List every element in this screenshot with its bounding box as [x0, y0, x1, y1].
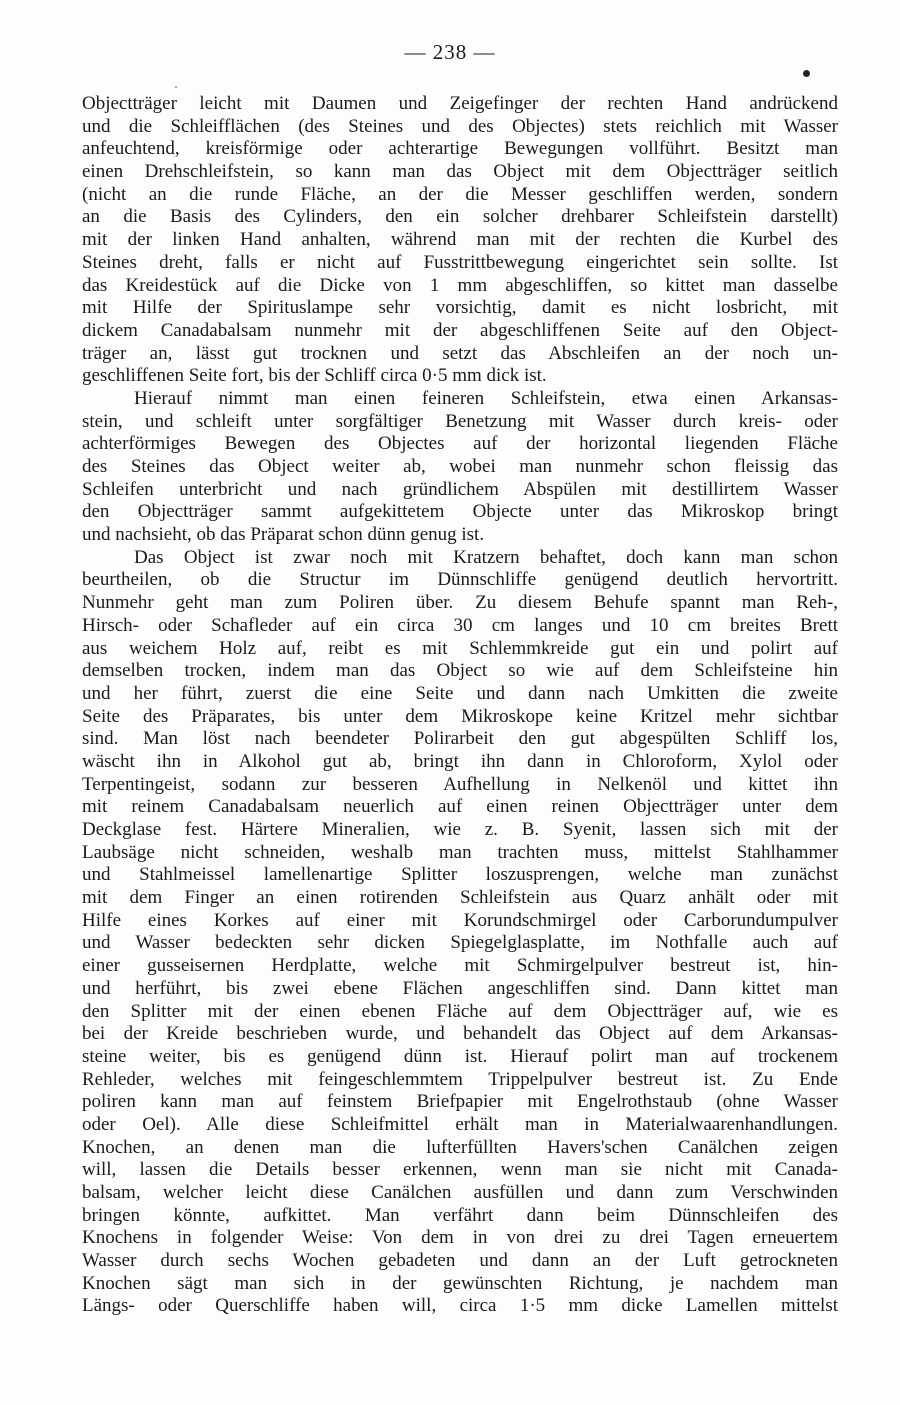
- text-line: Knochen, an denen man die lufterfüllten Havers'schen Canälchen zeigen: [82, 1136, 838, 1158]
- text-line: Knochen sägt man sich in der gewünschten Richtung, je nachdem man: [82, 1272, 838, 1294]
- text-line: und her führt, zuerst die eine Seite und dann nach Umkitten die zweite: [82, 682, 838, 704]
- text-line: Steines dreht, falls er nicht auf Fusstrittbewegung eingerichtet sein sollte. Ist: [82, 251, 838, 273]
- text-line: balsam, welcher leicht diese Canälchen ausfüllen und dann zum Verschwinden: [82, 1182, 838, 1203]
- text-line: Das Object ist zwar noch mit Kratzern behaftet, doch kann man schon: [134, 546, 838, 568]
- text-line: Knochens in folgender Weise: Von dem in von drei zu drei Tagen erneuertem: [82, 1227, 838, 1249]
- text-line: poliren kann man auf feinstem Briefpapier mit Engelrothstaub (ohne Wasser: [82, 1091, 838, 1113]
- ink-speck: [175, 86, 177, 88]
- ink-spot: [803, 70, 810, 77]
- text-line: stein, und schleift unter sorgfältiger Benetzung mit Wasser durch kreis- oder: [82, 410, 838, 432]
- text-line: und Wasser bedeckten sehr dicken Spiegelglasplatte, im Nothfalle auch auf: [82, 932, 838, 954]
- text-line: das Kreidestück auf die Dicke von 1 mm abgeschliffen, so kittet man dasselbe: [82, 274, 838, 296]
- text-line: Terpentingeist, sodann zur besseren Aufhellung in Nelkenöl und kittet ihn: [82, 773, 838, 795]
- text-line: steine weiter, bis es genügend dünn ist. Hierauf polirt man auf trockenem: [82, 1045, 838, 1067]
- text-line: und die Schleifflächen (des Steines und des Objectes) stets reichlich mit Wasser: [82, 115, 838, 137]
- text-line: wäscht ihn in Alkohol gut ab, bringt ihn dann in Chloroform, Xylol oder: [82, 750, 838, 772]
- text-line: an die Basis des Cylinders, den ein solcher drehbarer Schleifstein darstellt): [82, 206, 838, 228]
- text-line: Laubsäge nicht schneiden, weshalb man trachten muss, mittelst Stahlhammer: [82, 841, 838, 863]
- text-line: einen Drehschleifstein, so kann man das Object mit dem Objectträger seitlich: [82, 161, 838, 183]
- text-line: aus weichem Holz auf, reibt es mit Schlemmkreide gut ein und polirt auf: [82, 637, 838, 659]
- page-number: — 238 —: [404, 40, 496, 64]
- text-line: will, lassen die Details besser erkennen, wenn man sie nicht mit Canada-: [82, 1159, 838, 1181]
- text-line: Hierauf nimmt man einen feineren Schleifstein, etwa einen Arkansas-: [134, 387, 838, 409]
- text-line: und Stahlmeissel lamellenartige Splitter loszusprengen, welche man zunächst: [82, 864, 838, 886]
- text-line: Nunmehr geht man zum Poliren über. Zu diesem Behufe spannt man Reh-,: [82, 592, 838, 614]
- text-line: (nicht an die runde Fläche, an der die Messer geschliffen werden, sondern: [82, 183, 838, 205]
- text-line: Objectträger leicht mit Daumen und Zeigefinger der rechten Hand andrückend: [82, 93, 838, 114]
- text-line: oder Oel). Alle diese Schleifmittel erhält man in Materialwaarenhandlungen.: [82, 1113, 838, 1135]
- text-line: dickem Canadabalsam nunmehr mit der abgeschliffenen Seite auf den Object-: [82, 319, 838, 341]
- text-line: anfeuchtend, kreisförmige oder achterartige Bewegungen vollführt. Besitzt man: [82, 138, 838, 160]
- text-line: sind. Man löst nach beendeter Polirarbeit den gut abgespülten Schliff los,: [82, 728, 838, 750]
- text-line: Längs- oder Querschliffe haben will, circa 1·5 mm dicke Lamellen mittelst: [82, 1295, 838, 1317]
- text-line: Deckglase fest. Härtere Mineralien, wie z. B. Syenit, lassen sich mit der: [82, 819, 838, 840]
- text-line: mit reinem Canadabalsam neuerlich auf einen reinen Objectträger unter dem: [82, 796, 838, 818]
- text-line: geschliffenen Seite fort, bis der Schliff circa 0·5 mm dick ist.: [82, 365, 547, 387]
- text-line: Hilfe eines Korkes auf einer mit Korundschmirgel oder Carborundumpulver: [82, 909, 838, 931]
- text-line: bringen könnte, aufkittet. Man verfährt dann beim Dünnschleifen des: [82, 1204, 838, 1226]
- body-text: [82, 93, 838, 1318]
- text-line: des Steines das Object weiter ab, wobei man nunmehr schon fleissig das: [82, 456, 838, 477]
- text-line: achterförmiges Bewegen des Objectes auf der horizontal liegenden Fläche: [82, 433, 838, 455]
- text-line: mit der linken Hand anhalten, während man mit der rechten die Kurbel des: [82, 229, 838, 251]
- text-line: träger an, lässt gut trocknen und setzt das Abschleifen an der noch un-: [82, 342, 838, 364]
- text-line: Rehleder, welches mit feingeschlemmtem Trippelpulver bestreut ist. Zu Ende: [82, 1068, 838, 1090]
- text-line: beurtheilen, ob die Structur im Dünnschliffe genügend deutlich hervortritt.: [82, 569, 838, 591]
- text-line: demselben trocken, indem man das Object so wie auf dem Schleifsteine hin: [82, 660, 838, 682]
- text-line: den Splitter mit der einen ebenen Fläche auf dem Objectträger auf, wie es: [82, 1000, 838, 1022]
- text-line: Seite des Präparates, bis unter dem Mikroskope keine Kritzel mehr sichtbar: [82, 705, 838, 727]
- text-line: Wasser durch sechs Wochen gebadeten und dann an der Luft getrockneten: [82, 1250, 838, 1272]
- text-line: bei der Kreide beschrieben wurde, und behandelt das Object auf dem Arkansas-: [82, 1023, 838, 1045]
- text-line: mit Hilfe der Spirituslampe sehr vorsichtig, damit es nicht losbricht, mit: [82, 297, 838, 319]
- text-line: und nachsieht, ob das Präparat schon dünn genug ist.: [82, 524, 485, 546]
- text-line: und herführt, bis zwei ebene Flächen angeschliffen sind. Dann kittet man: [82, 977, 838, 999]
- text-line: Hirsch- oder Schafleder auf ein circa 30 cm langes und 10 cm breites Brett: [82, 614, 838, 636]
- text-line: Schleifen unterbricht und nach gründlichem Abspülen mit destillirtem Wasser: [82, 478, 838, 500]
- text-line: einer gusseisernen Herdplatte, welche mit Schmirgelpulver bestreut ist, hin-: [82, 955, 838, 977]
- text-line: mit dem Finger an einen rotirenden Schleifstein aus Quarz anhält oder mit: [82, 887, 838, 909]
- text-line: den Objectträger sammt aufgekittetem Objecte unter das Mikroskop bringt: [82, 501, 838, 523]
